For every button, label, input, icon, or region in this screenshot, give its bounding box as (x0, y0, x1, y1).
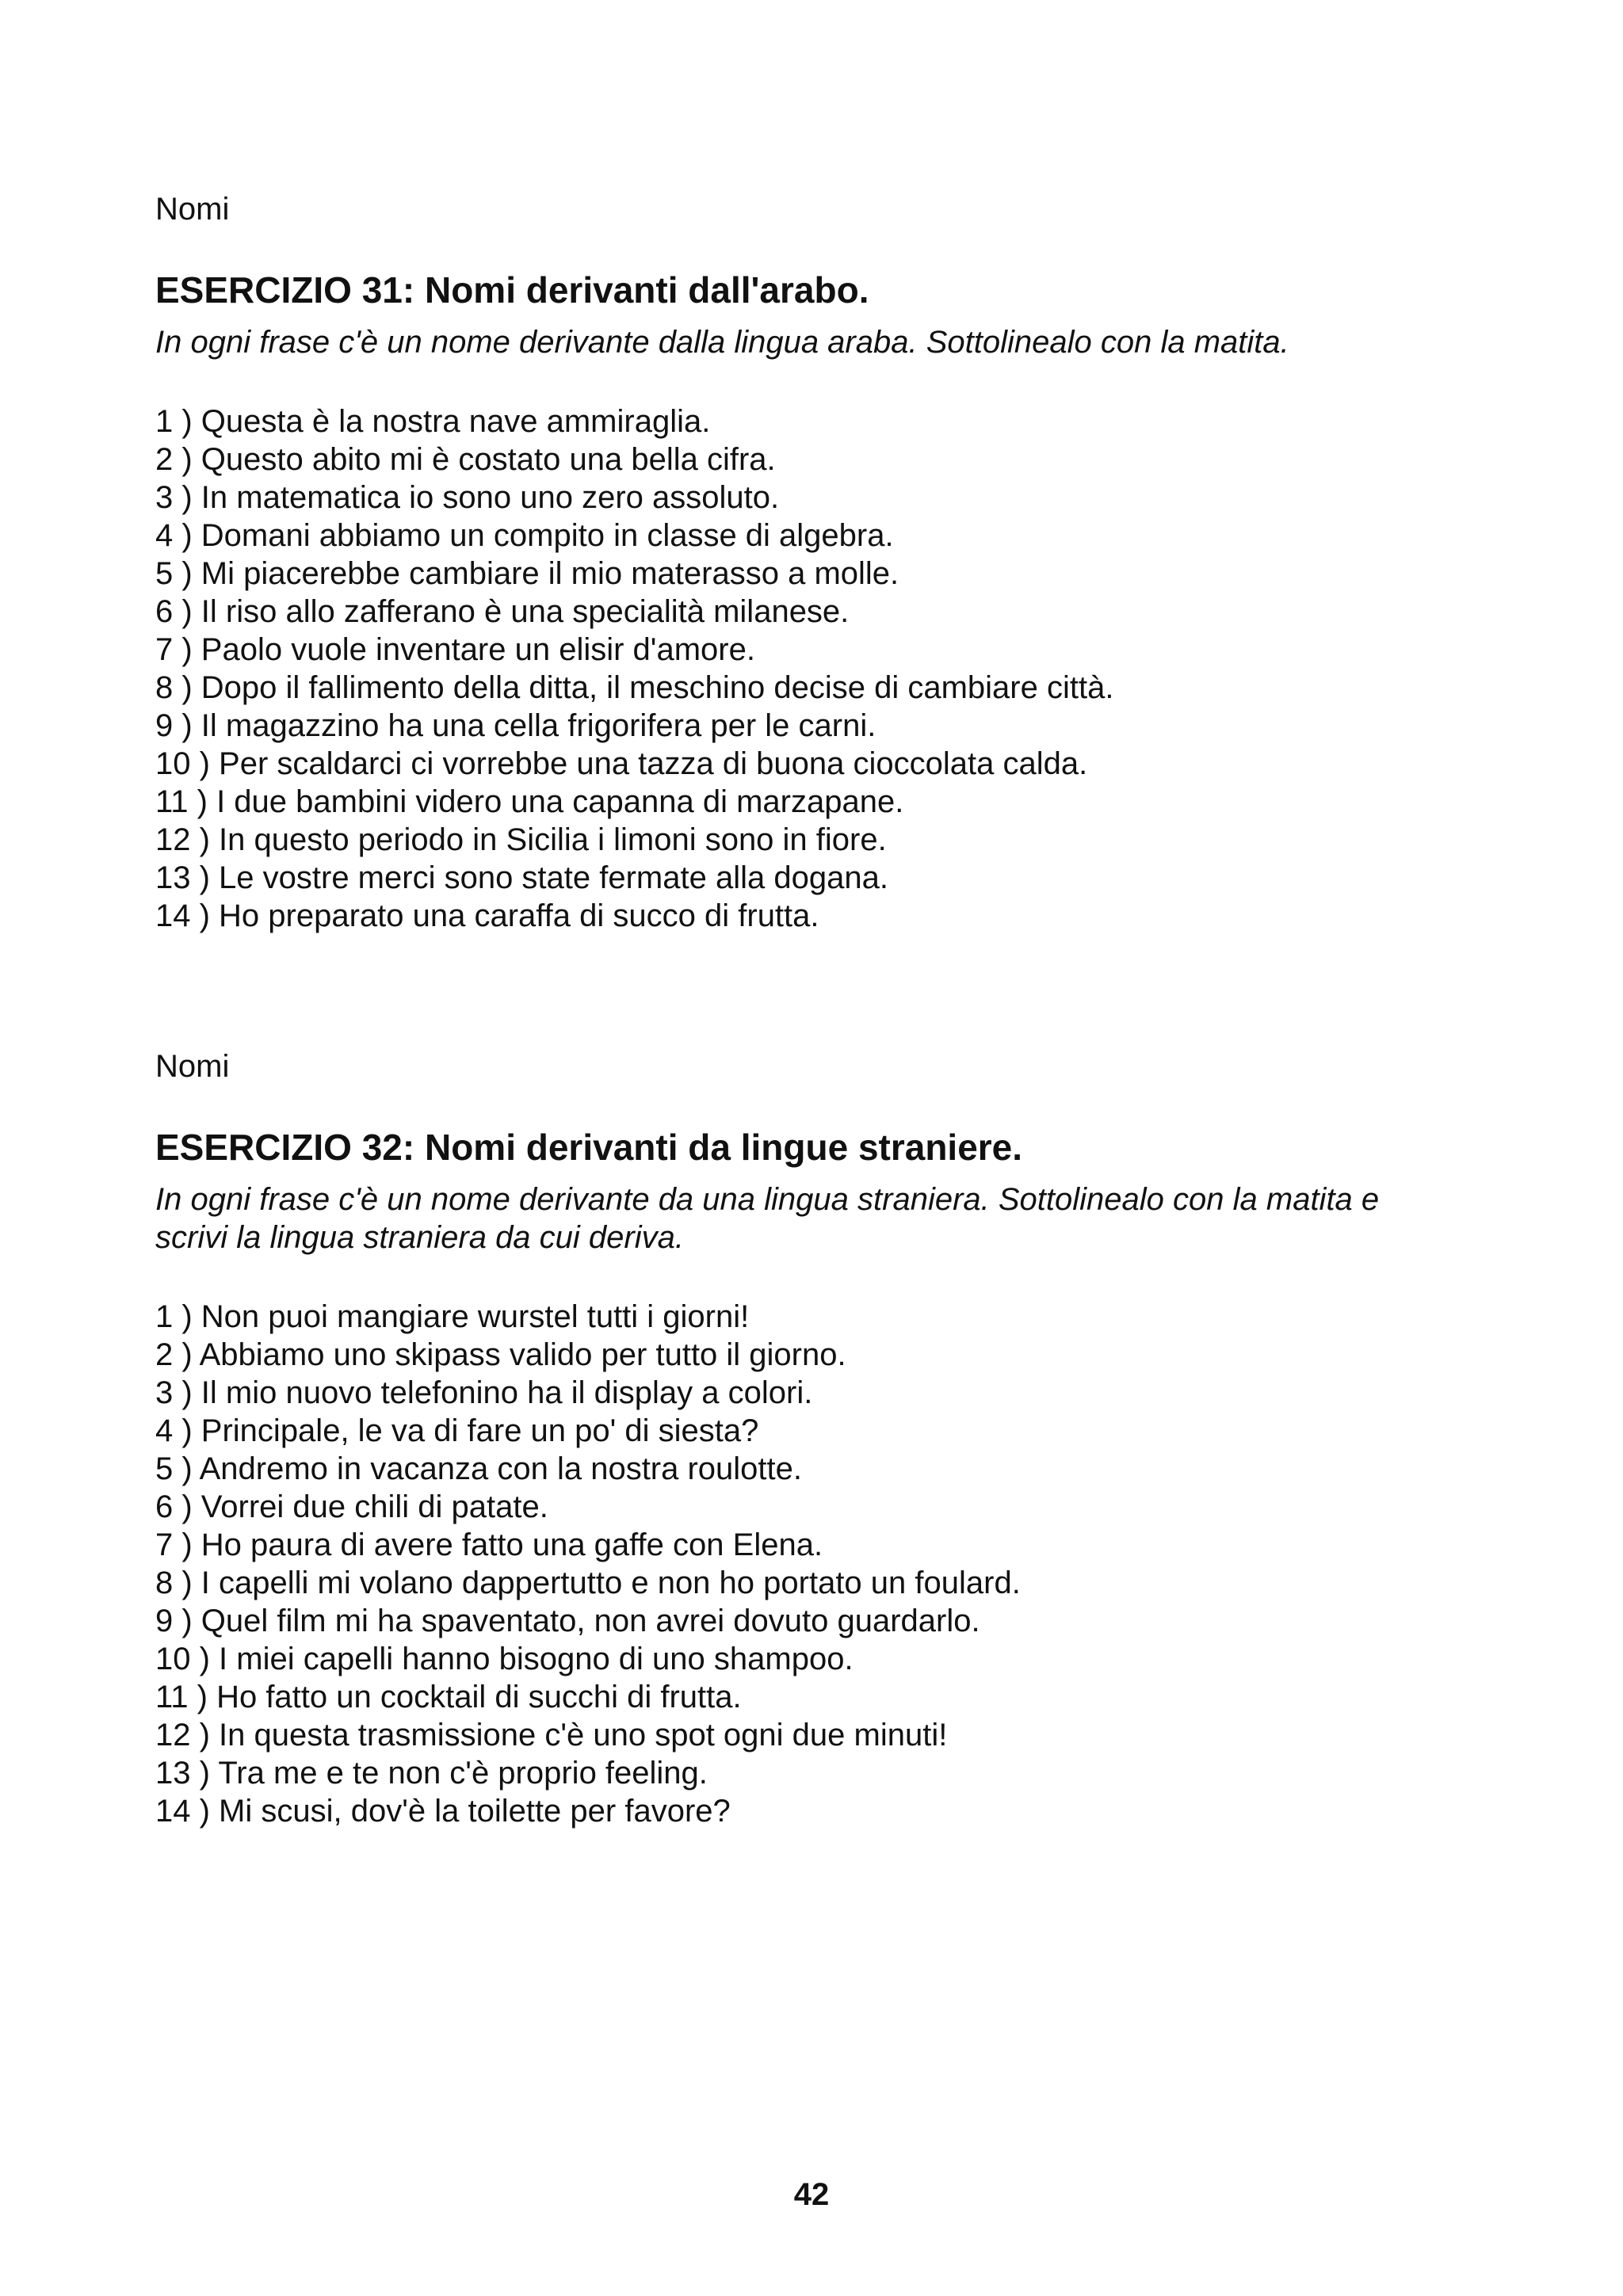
sentence-item: 13 ) Le vostre merci sono state fermate alla dogana. (155, 860, 888, 895)
sentence-item: 4 ) Principale, le va di fare un po' di siesta? (155, 1413, 759, 1448)
exercise-instructions (155, 1180, 1487, 1257)
exercise-instructions: In ogni frase c'è un nome derivante dalla lingua araba. Sottolinealo con la matita. (155, 325, 1289, 360)
sentence-item: 1 ) Questa è la nostra nave ammiraglia. (155, 404, 711, 439)
category-label: Nomi (155, 1049, 230, 1084)
sentence-item: 3 ) Il mio nuovo telefonino ha il display a colori. (155, 1375, 813, 1410)
sentence-item: 9 ) Il magazzino ha una cella frigorifera per le carni. (155, 708, 876, 743)
sentence-item: 14 ) Mi scusi, dov'è la toilette per favore? (155, 1794, 731, 1829)
sentence-item: 14 ) Ho preparato una caraffa di succo di frutta. (155, 898, 819, 933)
sentence-item: 1 ) Non puoi mangiare wurstel tutti i giorni! (155, 1299, 750, 1334)
sentence-item: 12 ) In questo periodo in Sicilia i limoni sono in fiore. (155, 822, 887, 857)
sentence-item: 10 ) I miei capelli hanno bisogno di uno shampoo. (155, 1642, 854, 1676)
sentence-item: 6 ) Vorrei due chili di patate. (155, 1489, 548, 1524)
sentence-item: 11 ) I due bambini videro una capanna di marzapane. (155, 784, 904, 819)
sentence-item: 2 ) Abbiamo uno skipass valido per tutto il giorno. (155, 1337, 846, 1372)
sentence-item: 7 ) Paolo vuole inventare un elisir d'amore. (155, 632, 755, 667)
sentence-item: 10 ) Per scaldarci ci vorrebbe una tazza di buona cioccolata calda. (155, 746, 1088, 781)
sentence-item: 4 ) Domani abbiamo un compito in classe di algebra. (155, 518, 894, 553)
sentence-item: 13 ) Tra me e te non c'è proprio feeling. (155, 1756, 708, 1791)
sentence-item: 5 ) Mi piacerebbe cambiare il mio materasso a molle. (155, 556, 899, 591)
sentence-item: 11 ) Ho fatto un cocktail di succhi di frutta. (155, 1680, 742, 1714)
sentence-list (155, 402, 1487, 935)
sentence-item: 2 ) Questo abito mi è costato una bella cifra. (155, 442, 776, 477)
sentence-list (155, 1298, 1487, 1830)
sentence-item: 12 ) In questa trasmissione c'è uno spot ogni due minuti! (155, 1718, 948, 1753)
sentence-item: 8 ) Dopo il fallimento della ditta, il meschino decise di cambiare città. (155, 670, 1114, 705)
sentence-item: 9 ) Quel film mi ha spaventato, non avrei dovuto guardarlo. (155, 1604, 980, 1638)
exercise-32-section (155, 1047, 1487, 1830)
exercise-title: ESERCIZIO 32: Nomi derivanti da lingue straniere. (155, 1127, 1023, 1168)
exercise-title: ESERCIZIO 31: Nomi derivanti dall'arabo. (155, 269, 869, 311)
page-number: 42 (793, 2177, 830, 2212)
sentence-item: 7 ) Ho paura di avere fatto una gaffe con Elena. (155, 1527, 823, 1562)
sentence-item: 6 ) Il riso allo zafferano è una specialità milanese. (155, 594, 850, 629)
category-label: Nomi (155, 192, 230, 227)
sentence-item: 8 ) I capelli mi volano dappertutto e non ho portato un foulard. (155, 1566, 1021, 1600)
sentence-item: 3 ) In matematica io sono uno zero assoluto. (155, 480, 780, 515)
instructions-line: scrivi la lingua straniera da cui deriva. (155, 1220, 684, 1255)
instructions-line: In ogni frase c'è un nome derivante da una lingua straniera. Sottolinealo con la matita e (155, 1182, 1380, 1217)
exercise-31-section (155, 190, 1487, 935)
sentence-item: 5 ) Andremo in vacanza con la nostra roulotte. (155, 1451, 803, 1486)
